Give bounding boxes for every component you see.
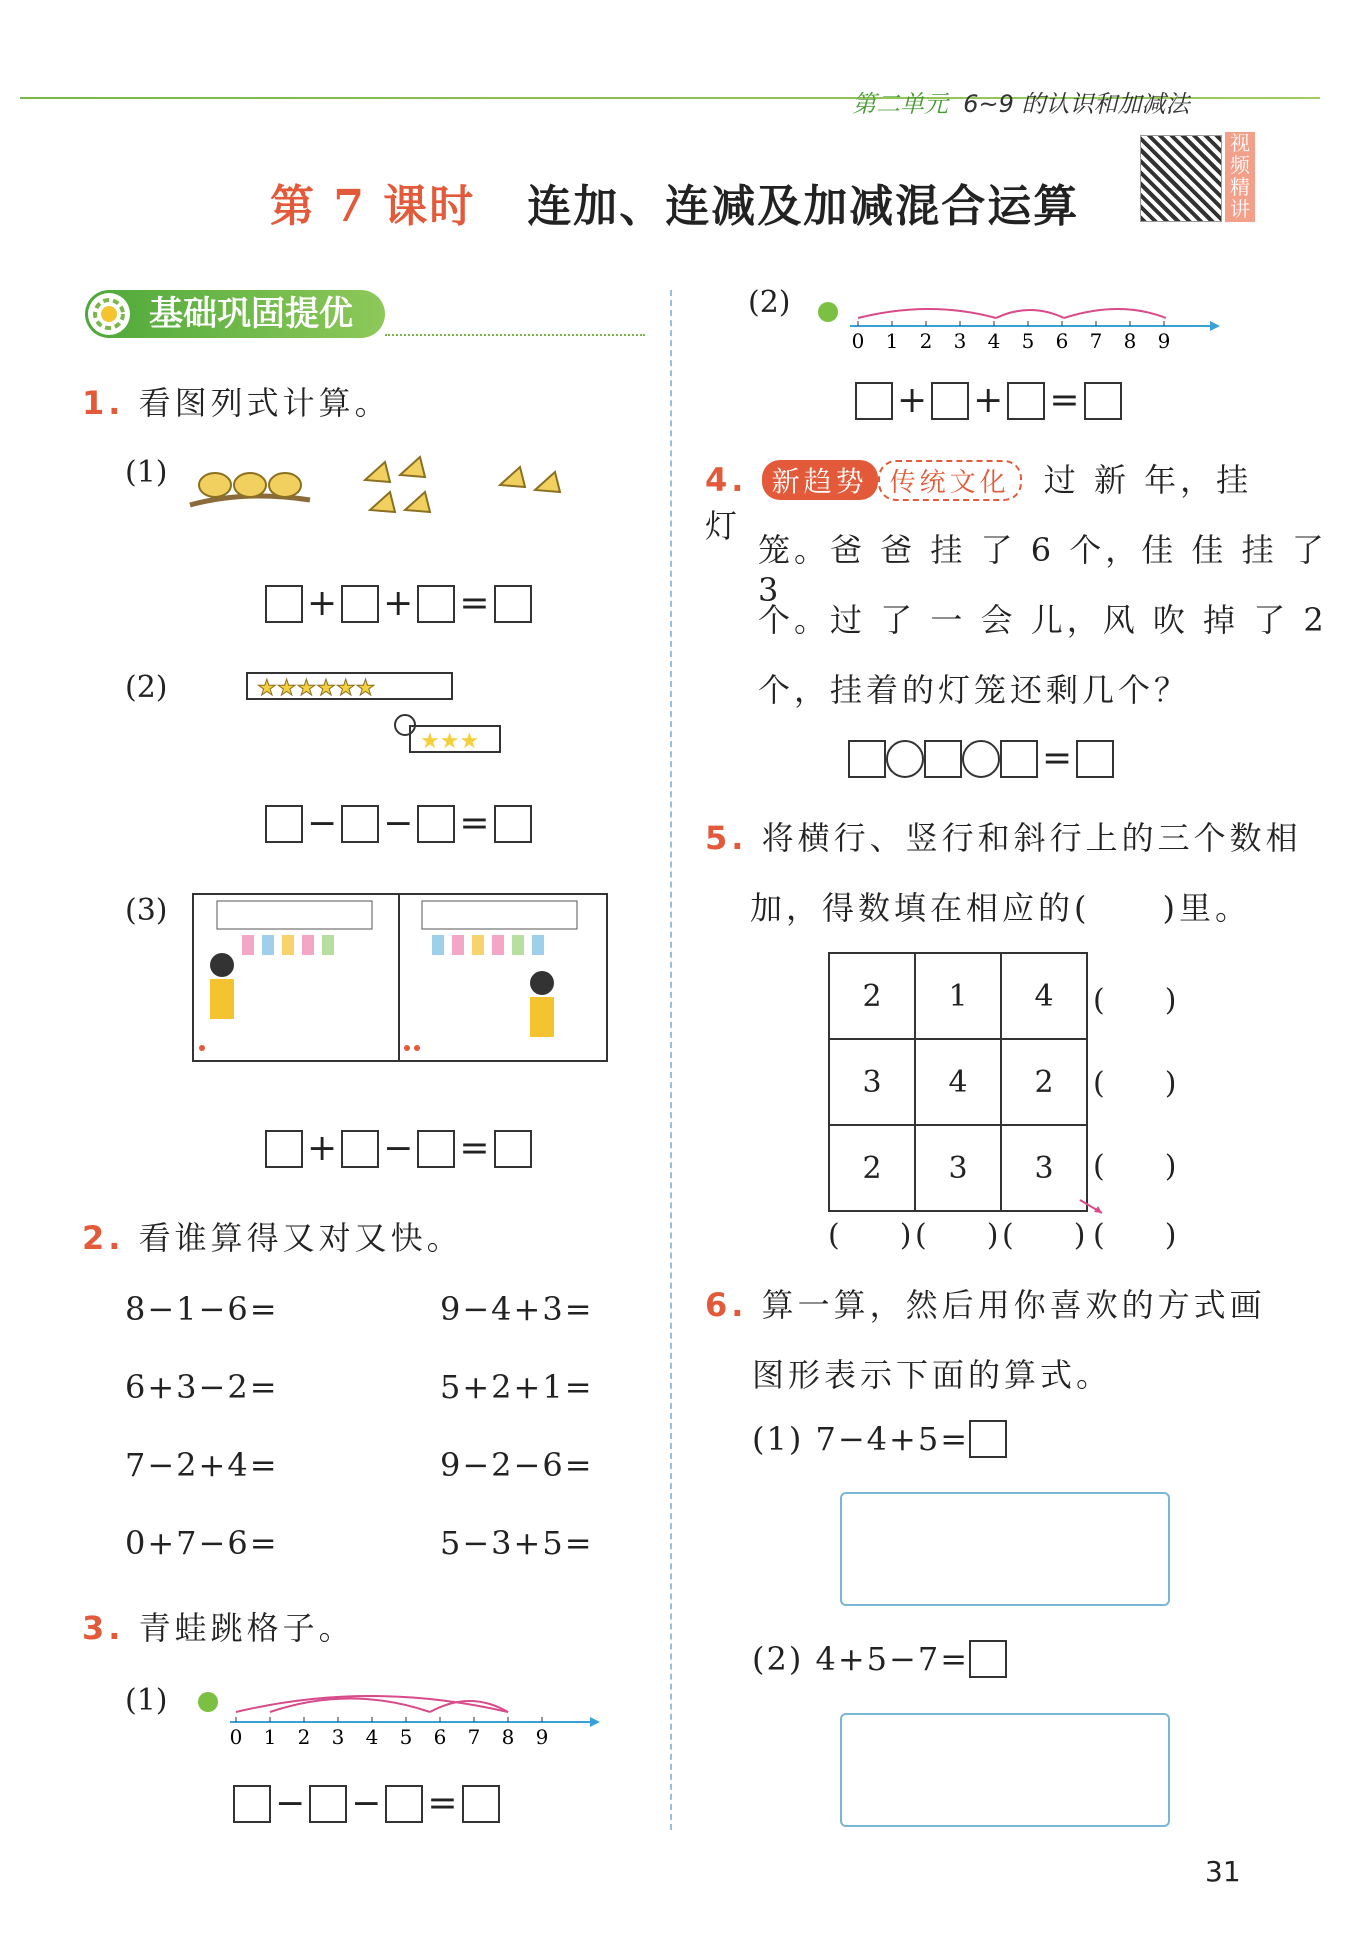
tick-label: 6	[1055, 329, 1069, 353]
col-sum-3[interactable]: ( )	[1002, 1218, 1086, 1253]
answer-box[interactable]	[265, 1130, 303, 1168]
tick-label: 5	[1021, 329, 1035, 353]
section-tag: 基础巩固提优	[85, 290, 385, 338]
answer-box[interactable]	[341, 805, 379, 843]
answer-box[interactable]	[494, 805, 532, 843]
drawing-area-2[interactable]	[840, 1713, 1170, 1827]
q1-part2-label: (2)	[125, 670, 168, 705]
q1-part1-answer: + + =	[265, 583, 532, 624]
q2-left-4: 0+7−6=	[125, 1524, 279, 1562]
tick-label: 9	[1157, 329, 1171, 353]
q3-part2-answer: + + =	[855, 380, 1122, 421]
tick-label: 8	[501, 1725, 515, 1749]
q1-heading: 1. 看图列式计算。	[82, 384, 391, 422]
answer-box[interactable]	[417, 585, 455, 623]
tick-label: 0	[851, 329, 865, 353]
tick-label: 5	[399, 1725, 413, 1749]
q6-line2: 图形表示下面的算式。	[752, 1356, 1113, 1394]
answer-box[interactable]	[341, 1130, 379, 1168]
q3-part1-answer: − − =	[233, 1783, 500, 1824]
answer-box[interactable]	[969, 1640, 1007, 1678]
flower-icon	[88, 293, 130, 335]
q3-heading: 3. 青蛙跳格子。	[82, 1609, 355, 1647]
operator-circle[interactable]	[886, 740, 924, 778]
number-line-2	[810, 290, 1220, 355]
tick-label: 7	[1089, 329, 1103, 353]
q6-line1: 6. 算一算，然后用你喜欢的方式画	[705, 1286, 1266, 1324]
diagonal-arrow-icon	[1078, 1198, 1108, 1218]
grid-cell: 1	[915, 953, 1001, 1039]
q2-right-2: 5+2+1=	[440, 1368, 594, 1406]
answer-box[interactable]	[494, 585, 532, 623]
grid-cell: 2	[829, 1125, 915, 1211]
answer-box[interactable]	[417, 805, 455, 843]
answer-box[interactable]	[385, 1785, 423, 1823]
tick-label: 8	[1123, 329, 1137, 353]
row-sum-3[interactable]: ( )	[1093, 1149, 1177, 1184]
answer-box[interactable]	[1000, 740, 1038, 778]
q1-part1-label: (1)	[125, 455, 168, 490]
q4-line3: 个。过 了 一 会 儿，风 吹 掉 了 2	[758, 601, 1328, 639]
q6-expr-1: (1) 7−4+5=	[752, 1420, 1007, 1458]
operator-circle[interactable]	[962, 740, 1000, 778]
answer-box[interactable]	[265, 585, 303, 623]
tick-label: 4	[987, 329, 1001, 353]
grid-cell: 4	[915, 1039, 1001, 1125]
q4-answer: =	[848, 738, 1114, 779]
header-unit: 第二单元 6~9 的认识和加减法	[852, 90, 1190, 118]
q4-line4: 个，挂着的灯笼还剩几个？	[758, 671, 1191, 709]
q2-right-3: 9−2−6=	[440, 1446, 594, 1484]
q3-part1-label: (1)	[125, 1683, 168, 1718]
tick-label: 6	[433, 1725, 447, 1749]
row-sum-1[interactable]: ( )	[1093, 983, 1177, 1018]
answer-box[interactable]	[309, 1785, 347, 1823]
answer-box[interactable]	[494, 1130, 532, 1168]
q4-line1: 4. 新趋势 传统文化 过 新 年，挂 灯	[705, 461, 1253, 545]
grid-cell: 3	[1001, 1125, 1087, 1211]
tick-label: 0	[229, 1725, 243, 1749]
tick-label: 3	[953, 329, 967, 353]
drawing-area-1[interactable]	[840, 1492, 1170, 1606]
col-sum-2[interactable]: ( )	[915, 1218, 999, 1253]
answer-box[interactable]	[233, 1785, 271, 1823]
answer-box[interactable]	[855, 382, 893, 420]
q2-heading: 2. 看谁算得又对又快。	[82, 1219, 463, 1257]
q2-left-1: 8−1−6=	[125, 1290, 279, 1328]
q5-line1: 5. 将横行、竖行和斜行上的三个数相	[705, 819, 1302, 857]
page-number: 31	[1205, 1855, 1241, 1888]
tick-label: 2	[919, 329, 933, 353]
row-sum-2[interactable]: ( )	[1093, 1066, 1177, 1101]
diagonal-sum[interactable]: ( )	[1093, 1218, 1177, 1253]
q4-line2: 笼。爸 爸 挂 了 6 个，佳 佳 挂 了 3	[758, 531, 1328, 609]
stars-illustration	[245, 670, 515, 765]
answer-box[interactable]	[1076, 740, 1114, 778]
number-line-1	[190, 1660, 600, 1750]
answer-box[interactable]	[931, 382, 969, 420]
tick-label: 7	[467, 1725, 481, 1749]
answer-box[interactable]	[848, 740, 886, 778]
grid-cell: 4	[1001, 953, 1087, 1039]
answer-box[interactable]	[1007, 382, 1045, 420]
tick-label: 2	[297, 1725, 311, 1749]
answer-box[interactable]	[924, 740, 962, 778]
q2-left-2: 6+3−2=	[125, 1368, 279, 1406]
answer-box[interactable]	[341, 585, 379, 623]
q2-right-4: 5−3+5=	[440, 1524, 594, 1562]
frog-icon	[818, 302, 838, 322]
tag-new-trend: 新趋势	[762, 460, 878, 500]
qr-label: 视频精讲	[1225, 132, 1255, 222]
answer-box[interactable]	[1084, 382, 1122, 420]
section-divider	[385, 334, 645, 336]
q1-part2-answer: − − =	[265, 803, 532, 844]
q1-part3-label: (3)	[125, 893, 168, 928]
grid-cell: 2	[829, 953, 915, 1039]
col-sum-1[interactable]: ( )	[828, 1218, 912, 1253]
q5-line2: 加，得数填在相应的( )里。	[750, 889, 1251, 927]
tick-label: 1	[885, 329, 899, 353]
tag-traditional: 传统文化	[878, 460, 1022, 501]
answer-box[interactable]	[969, 1420, 1007, 1458]
clothes-illustration	[192, 893, 608, 1063]
number-grid	[828, 952, 1088, 1212]
birds-illustration	[185, 450, 585, 540]
column-divider	[670, 290, 672, 1830]
tick-label: 3	[331, 1725, 345, 1749]
grid-cell: 3	[829, 1039, 915, 1125]
tick-label: 4	[365, 1725, 379, 1749]
q2-left-3: 7−2+4=	[125, 1446, 279, 1484]
answer-box[interactable]	[417, 1130, 455, 1168]
q6-expr-2: (2) 4+5−7=	[752, 1640, 1007, 1678]
q2-right-1: 9−4+3=	[440, 1290, 594, 1328]
tick-label: 1	[263, 1725, 277, 1749]
qr-code-icon[interactable]	[1140, 135, 1222, 222]
grid-cell: 3	[915, 1125, 1001, 1211]
svg-text:★★★★★★: ★★★★★★	[257, 676, 376, 701]
svg-text:★★★: ★★★	[420, 729, 480, 754]
tick-label: 9	[535, 1725, 549, 1749]
grid-cell: 2	[1001, 1039, 1087, 1125]
page-title: 第 7 课时 连加、连减及加减混合运算	[270, 181, 1080, 232]
frog-icon	[198, 1692, 218, 1712]
answer-box[interactable]	[462, 1785, 500, 1823]
answer-box[interactable]	[265, 805, 303, 843]
q1-part3-answer: + − =	[265, 1128, 532, 1169]
q3-part2-label: (2)	[748, 285, 791, 320]
